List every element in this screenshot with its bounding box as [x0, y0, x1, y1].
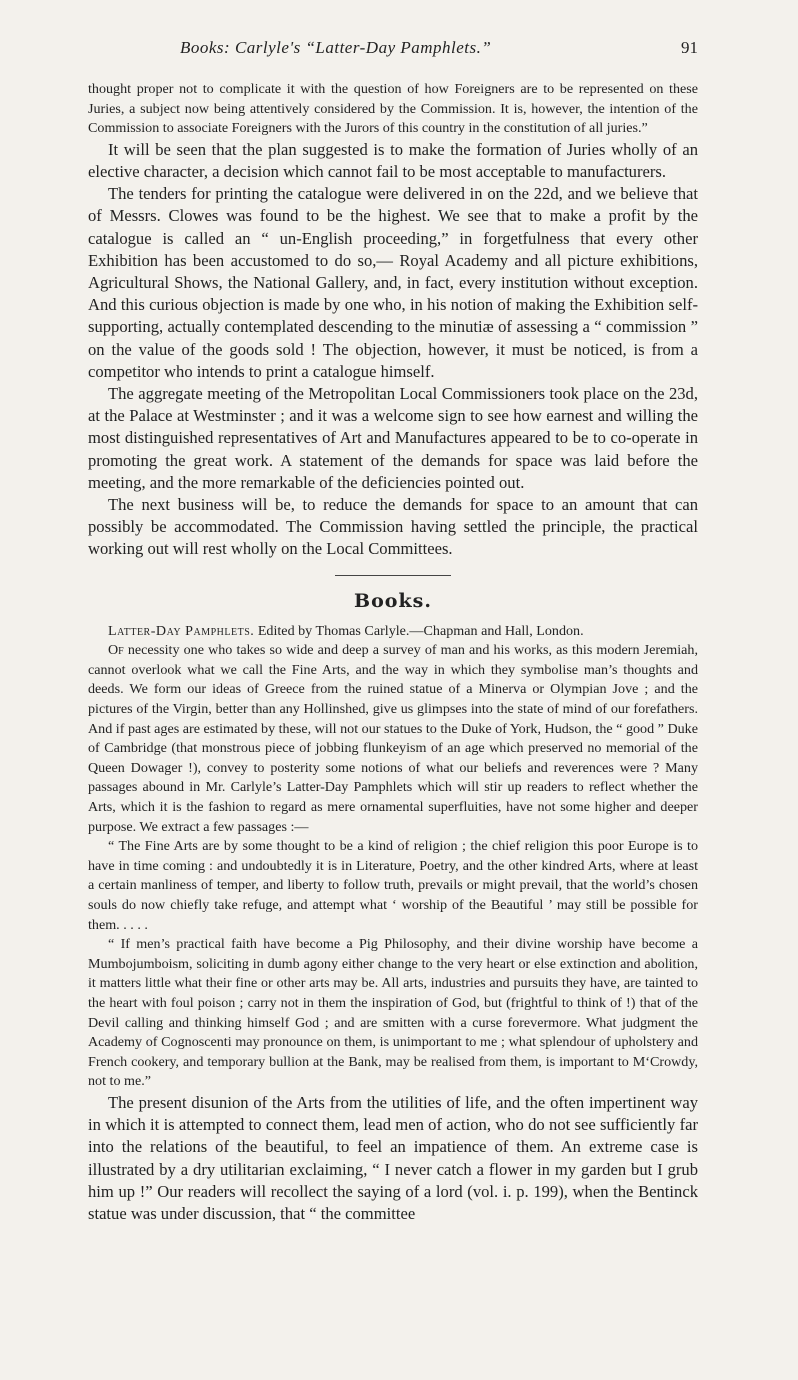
page-number: 91	[681, 38, 698, 57]
quote-fine-arts: “ The Fine Arts are by some thought to be a kind of religion ; the chief religion this poor Europe is to have in time coming : and undoubtedly it is in Literature, Poetry, and the other kindred Arts, where at least a certain manliness of temper, and liberty to follow truth, prevails or might prevail, that the world’s chosen souls do now chiefly take refuge, and attempt what ‘ worship of the Beautiful ’ may still be possible for them. . . . .	[88, 838, 698, 933]
book-entry	[88, 622, 698, 642]
running-head-title: Books: Carlyle's “Latter-Day Pamphlets.”	[180, 38, 492, 57]
book-title: Latter-Day Pamphlets.	[108, 622, 255, 639]
review-opening-text: necessity one who takes so wide and deep a survey of man and his works, as this modern Jeremiah, cannot overlook what we call the Fine Arts, and the way in which they symbolise man’s thoughts and deeds. We form our ideas of Greece from the ruined statue of a Minerva or Olympian Jove ; and the pictures of the Virgin, better than any Hollinshed, give us glimpses into the state of mind of our forefathers. And if past ages are estimated by these, will not our statues to the Duke of York, Hudson, the “ good ” Duke of Cambridge (that monstrous piece of jobbing flunkeyism of an age which preserved no memorial of the Queen Dowager !), convey to posterity some notions of what our beliefs and reverences were ? Many passages abound in Mr. Carlyle’s Latter-Day Pamphlets which will stir up readers to reflect whether the Arts, which it is the fashion to regard as mere ornamental superfluities, have not some higher and deeper purpose. We extract a few passages :—	[88, 642, 698, 835]
paragraph-continued: thought proper not to complicate it with the question of how Foreigners are to be represented on these Juries, a subject now being attentively considered by the Commission. It is, however, the intention of the Commission to associate Foreigners with the Jurors of this country in the constitution of all juries.”	[88, 81, 698, 137]
section-divider	[335, 575, 451, 576]
paragraph-next-business: The next business will be, to reduce the demands for space to an amount that can possibly be accommodated. The Commission having settled the principle, the practical working out will rest wholly on the Local Committees.	[88, 495, 698, 559]
review-opening	[88, 641, 698, 837]
running-head	[88, 38, 698, 58]
page	[88, 38, 698, 1225]
review-lead-word: Of	[108, 642, 124, 659]
paragraph-aggregate-meeting: The aggregate meeting of the Metropolitan Local Commissioners took place on the 23d, at the Palace at Westminster ; and it was a welcome sign to see how earnest and willing the most distinguished representatives of Art and Manufactures appeared to be to co-operate in promoting the great work. A statement of the demands for space was laid before the meeting, and the more remarkable of the deficiencies pointed out.	[88, 384, 698, 492]
quote-pig-philosophy: “ If men’s practical faith have become a Pig Philosophy, and their divine worship have become a Mumbojumboism, soliciting in dumb agony either change to the very heart or else extinction and abolition, it matters little what their fine or other arts may be. All arts, industries and pursuits they have, are tainted to the heart with foul poison ; carry not in them the inspiration of God, but (frightful to think of !) that of the Devil calling and thinking himself God ; and are smitten with a curse forevermore. What judgment the Academy of Cognoscenti may pronounce on them, is unimportant to me ; what splendour of upholstery and French cookery, and temporary bullion at the Bank, may be realised from them, is important to M‘Crowdy, not to me.”	[88, 936, 698, 1090]
paragraph-juries: It will be seen that the plan suggested is to make the formation of Juries wholly of an elective character, a decision which cannot fail to be most acceptable to manufacturers.	[88, 139, 698, 181]
book-details: Edited by Thomas Carlyle.—Chapman and Hall, London.	[254, 622, 584, 639]
paragraph-disunion: The present disunion of the Arts from the utilities of life, and the often impertinent way in which it is attempted to connect them, lead men of action, who do not see sufficiently far into the relations of the beautiful, to feel an impatience of them. An extreme case is illustrated by a dry utilitarian exclaiming, “ I never catch a flower in my garden but I grub him up !” Our readers will recollect the saying of a lord (vol. i. p. 199), when the Bentinck statue was under discussion, that “ the committee	[88, 1092, 698, 1223]
section-heading: Books.	[354, 589, 432, 612]
paragraph-catalogue-tenders: The tenders for printing the catalogue were delivered in on the 22d, and we believe that of Messrs. Clowes was found to be the highest. We see that to make a profit by the catalogue is called an “ un-English proceeding,” in forgetfulness that every other Exhibition has been accustomed to do so,— Royal Academy and all picture exhibitions, Agricultural Shows, the National Gallery, and, in fact, every institution without exception. And this curious objection is made by one who, in his notion of making the Exhibition self-supporting, actually contemplated descending to the minutiæ of assessing a “ commission ” on the value of the goods sold ! The objection, however, it must be noticed, is from a competitor who intends to print a catalogue himself.	[88, 184, 698, 381]
